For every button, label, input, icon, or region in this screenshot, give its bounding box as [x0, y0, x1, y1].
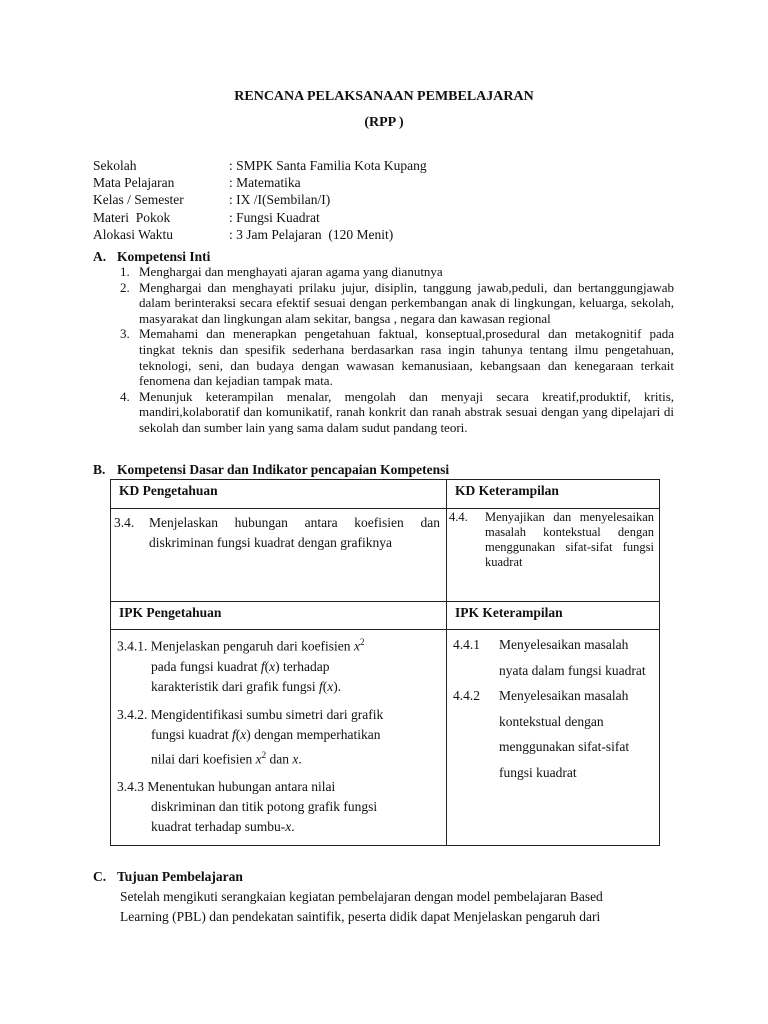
ipk-line: 3.4.3 Menentukan hubungan antara nilai [117, 779, 336, 794]
section-a-heading [93, 249, 210, 265]
identity-label: Kelas / Semester [93, 192, 184, 208]
paragraph-line: Learning (PBL) dan pendekatan saintifik, peserta didik dapat Menjelaskan pengaruh dari [120, 909, 601, 924]
section-title: Kompetensi Dasar dan Indikator pencapaian Kompetensi [117, 462, 450, 477]
item-number: 1. [120, 264, 130, 279]
ipk-line: fungsi kuadrat [499, 764, 577, 780]
ipk-pengetahuan-header: IPK Pengetahuan [111, 602, 447, 630]
identity-row [93, 157, 427, 174]
identity-label: Mata Pelajaran [93, 175, 175, 191]
ipk-keterampilan-header: IPK Keterampilan [447, 602, 660, 630]
tujuan-paragraph [120, 887, 674, 927]
section-c-heading [93, 869, 243, 885]
section-title: Tujuan Pembelajaran [117, 869, 243, 884]
ipk-line: menggunakan sifat-sifat [499, 739, 630, 754]
ipk-pengetahuan-cell [111, 630, 447, 846]
kd-text: Menyajikan dan menyelesaikan masalah kontekstual dengan menggunakan sifat-sifat fungsi kuadrat [485, 510, 654, 569]
ipk-line: nyata dalam fungsi kuadrat [499, 662, 646, 678]
table-row [111, 630, 660, 846]
ipk-line: fungsi kuadrat f(x) dengan memperhatikan [151, 726, 381, 742]
kd-keterampilan-header: KD Keterampilan [447, 480, 660, 509]
ipk-line: 3.4.1. Menjelaskan pengaruh dari koefisien $x^2$ [117, 637, 365, 654]
list-item [117, 777, 440, 837]
item-text: Memahami dan menerapkan pengetahuan faktual, konseptual,prosedural dan metakognitif pada tingkat teknis dan spesifik sederhana berdasarkan rasa ingin tahunya tentang ilmu pengetahuan, teknologi, seni, dan budaya dengan wawasan kemanusiaan, kebangsaan dan kenegaraan terkait fenomena dan kejadian tampak mata. [139, 326, 674, 389]
kd-number: 4.4. [449, 510, 468, 524]
list-item [120, 326, 674, 388]
ipk-line: Menyelesaikan masalah [499, 637, 629, 652]
table-row [111, 509, 660, 602]
identity-row [93, 226, 427, 243]
identity-label: Alokasi Waktu [93, 226, 174, 242]
document-subtitle: (RPP ) [364, 115, 404, 130]
identity-row [93, 209, 427, 226]
ipk-line: diskriminan dan titik potong grafik fungsi [151, 799, 378, 814]
item-number: 4. [120, 388, 130, 404]
list-item [117, 632, 440, 697]
list-item [120, 389, 674, 436]
ipk-line: kontekstual dengan [499, 713, 604, 729]
kd-pengetahuan-cell [111, 509, 447, 602]
document-title: RENCANA PELAKSANAAN PEMBELAJARAN [234, 89, 534, 104]
item-text: Menunjuk keterampilan menalar, mengolah dan menyaji secara kreatif,produktif, kritis, mandiri,kolaboratif dan komunikatif, ranah konkrit dan ranah abstrak sesuai dengan yang dipelajari di sekolah dan sumber lain yang sama dalam sudut pandang teori. [139, 388, 674, 435]
paragraph-line: Setelah mengikuti serangkaian kegiatan pembelajaran dengan model pembelajaran Based [120, 889, 603, 904]
ipk-keterampilan-cell [447, 630, 660, 846]
ipk-line: pada fungsi kuadrat f(x) terhadap [151, 658, 330, 674]
identity-block [93, 157, 427, 243]
kd-number: 3.4. [114, 515, 135, 530]
kd-pengetahuan-header: KD Pengetahuan [111, 480, 447, 509]
section-letter: A. [93, 249, 107, 264]
section-letter: B. [93, 462, 106, 477]
identity-value: : Fungsi Kuadrat [229, 209, 320, 225]
identity-label: Materi Pokok [93, 209, 171, 225]
ipk-number: 4.4.2 [453, 688, 480, 703]
kd-text: Menjelaskan hubungan antara koefisien dan diskriminan fungsi kuadrat dengan grafiknya [149, 515, 440, 550]
section-b-heading [93, 462, 449, 478]
ipk-line: Menyelesaikan masalah [499, 688, 629, 703]
list-item [120, 280, 674, 327]
item-text: Menghargai dan menghayati ajaran agama yang dianutnya [139, 264, 443, 279]
ipk-line: karakteristik dari grafik fungsi f(x). [151, 678, 342, 694]
ipk-number: 4.4.1 [453, 637, 480, 652]
section-title: Kompetensi Inti [117, 249, 211, 264]
item-text: Menghargai dan menghayati prilaku jujur, disiplin, tanggung jawab,peduli, dan bertanggungjawab dalam berinteraksi secara efektif sesuai dengan perkembangan anak di lingkungan, keluarga, sekolah, masyarakat dan lingkungan alam sekitar, bangsa , negara dan kawasan regional [139, 279, 674, 326]
table-row [111, 480, 660, 509]
list-item [453, 632, 654, 683]
ipk-line: nilai dari koefisien $x^2$ dan x. [151, 749, 302, 766]
table-row [111, 602, 660, 630]
list-item [453, 683, 654, 785]
ipk-line: 3.4.2. Mengidentifikasi sumbu simetri dari grafik [117, 706, 384, 722]
identity-row [93, 191, 427, 208]
kompetensi-inti-list [120, 264, 674, 436]
section-letter: C. [93, 869, 107, 884]
identity-row [93, 174, 427, 191]
identity-value: : 3 Jam Pelajaran (120 Menit) [229, 226, 394, 242]
kd-keterampilan-cell [447, 509, 660, 602]
kompetensi-table [110, 479, 660, 846]
identity-value: : Matematika [229, 175, 301, 191]
item-number: 3. [120, 326, 130, 342]
item-number: 2. [120, 279, 130, 295]
list-item [120, 264, 674, 280]
list-item [117, 705, 440, 770]
identity-value: : SMPK Santa Familia Kota Kupang [229, 158, 427, 173]
identity-value: : IX /I(Sembilan/I) [229, 192, 331, 208]
identity-label: Sekolah [93, 158, 137, 173]
ipk-line: kuadrat terhadap sumbu-x. [151, 819, 295, 834]
